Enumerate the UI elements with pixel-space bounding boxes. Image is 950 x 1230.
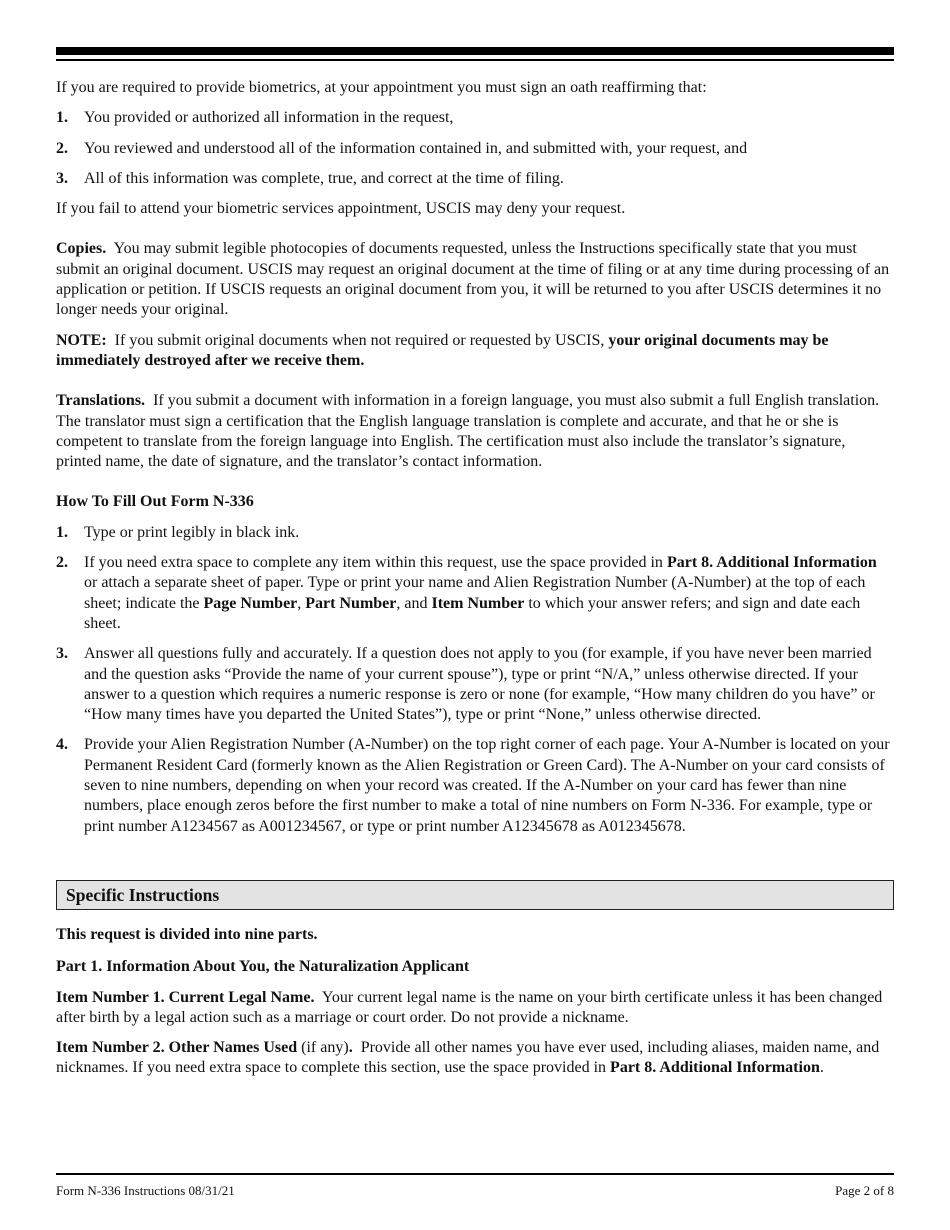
item-number-2-text: Provide all other names you have ever used, including aliases, maiden name, and nicknames. If you need extra space to complete this section, use the space provided in [56, 1039, 880, 1077]
item-number: 3. [56, 169, 68, 187]
divided-note [56, 925, 894, 945]
item-number: 3. [56, 645, 68, 663]
footer-form-label: Form N-336 Instructions 08/31/21 [56, 1183, 235, 1198]
header-rule-thin [56, 59, 894, 61]
item-number: 2. [56, 139, 68, 157]
copies-label: Copies. [56, 240, 107, 258]
item-text: Answer all questions fully and accurately. If a question does not apply to you (for example, if you have never been married and the question asks “Provide the name of your current spouse”), type or print “N/A,” unless otherwise directed. If your answer to a question which requires a numeric response is zero or none (for example, “How many children do you have” or “How many times have you departed the United States”), type or print “None,” unless otherwise directed. [84, 645, 875, 724]
how-to-heading [56, 492, 894, 512]
item-text-part: If you need extra space to complete any item within this request, use the space provided in [84, 554, 663, 572]
item-text: You provided or authorized all information in the request, [84, 109, 454, 127]
section-title: Specific Instructions [66, 884, 220, 905]
part1-heading [56, 957, 894, 977]
note-paragraph [56, 331, 894, 372]
specific-instructions-header [56, 880, 894, 910]
list-item [56, 139, 894, 159]
divided-note-text: This request is divided into nine parts. [56, 925, 318, 943]
translations-label: Translations. [56, 392, 146, 410]
footer-rule [56, 1173, 894, 1175]
translations-paragraph [56, 391, 894, 472]
part1-heading-text: Part 1. Information About You, the Naturalization Applicant [56, 958, 470, 976]
biometrics-intro: If you are required to provide biometrics, at your appointment you must sign an oath reaffirming that: [56, 79, 707, 96]
header-rule-thick [56, 47, 894, 55]
item-text: All of this information was complete, true, and correct at the time of filing. [84, 169, 564, 187]
item-bold-part: Page Number [203, 594, 298, 612]
item-number: 1. [56, 523, 68, 541]
page-content [56, 78, 894, 1079]
item-number-1-paragraph [56, 988, 894, 1029]
item-text-part: or attach a separate sheet of paper. Type or print your name and Alien Registration Number (A-Number) at the top of each sheet; indicate the [84, 574, 866, 612]
item-number: 2. [56, 554, 68, 572]
item-number-2-bold: Part 8. Additional Information [610, 1059, 820, 1077]
copies-text: You may submit legible photocopies of documents requested, unless the Instructions specifically state that you must submit an original document. USCIS may request an original document at the time of filing or at any time during processing of an application or petition. If USCIS requests an original document from you, it will be returned to you after USCIS determines it no longer needs your original. [56, 240, 890, 319]
item-number-1-label: Item Number 1. Current Legal Name. [56, 988, 315, 1006]
item-number-1-text: Your current legal name is the name on your birth certificate unless it has been changed after birth by a legal action such as a marriage or court order. Do not provide a nickname. [56, 988, 883, 1026]
note-bold-text: your original documents may be immediately destroyed after we receive them. [56, 331, 829, 369]
biometrics-fail-note: If you fail to attend your biometric services appointment, USCIS may deny your request. [56, 200, 626, 218]
list-item [56, 108, 894, 128]
item-number: 4. [56, 736, 68, 754]
item-text-part: to which your answer refers; and sign and date each sheet. [84, 594, 861, 632]
item-text: If you need extra space to complete any item within this request, use the space provided in Part 8. Additional Information or attach a separate sheet of paper. Type or print your name and Alien Registration Number (A-Number) at the top of each sheet; indicate the Page Number, Part Number, and Item Number to which your answer refers; and sign and date each sheet. [84, 554, 877, 632]
item-bold-part: Part 8. Additional Information [666, 554, 877, 572]
copies-paragraph [56, 239, 894, 320]
note-text: If you submit original documents when not required or requested by USCIS, [114, 331, 605, 349]
item-text-part: , and [396, 594, 428, 612]
list-item [56, 169, 894, 189]
how-to-heading-text: How To Fill Out Form N-336 [56, 493, 254, 511]
note-label: NOTE: [56, 331, 107, 349]
item-text: Type or print legibly in black ink. [84, 523, 300, 541]
list-item [56, 523, 894, 543]
list-item [56, 644, 894, 725]
list-item [56, 553, 894, 634]
list-item [56, 735, 894, 836]
translations-text: If you submit a document with information in a foreign language, you must also submit a full English translation. The translator must sign a certification that the English language translation is complete and accurate, and that he or she is competent to translate from the foreign language into English. The certification must also include the translator’s signature, printed name, the date of signature, and the translator’s contact information. [56, 392, 880, 471]
item-number-2-label: Item Number 2. Other Names Used [56, 1039, 298, 1057]
item-number-2-paren: (if any) [301, 1039, 349, 1057]
item-text: Provide your Alien Registration Number (A-Number) on the top right corner of each page. Your A-Number is located on your Permanent Resident Card (formerly known as the Alien Registration or Green Card). The A-Number on your card consists of seven to nine numbers, depending on when your record was created. If the A-Number on your card has fewer than nine numbers, place enough zeros before the first number to make a total of nine numbers on Form N-336. For example, type or print number A1234567 as A001234567, or type or print number A12345678 as A012345678. [84, 736, 890, 835]
footer-page-label: Page 2 of 8 [835, 1183, 894, 1198]
item-text: You reviewed and understood all of the information contained in, and submitted with, your request, and [84, 139, 748, 157]
item-number: 1. [56, 109, 68, 127]
item-bold-part: Part Number [305, 594, 397, 612]
item-bold-part: Item Number [431, 594, 525, 612]
item-number-2-paragraph: Item Number 2. Other Names Used (if any). Provide all other names you have ever used, including aliases, maiden name, and nicknames. If you need extra space to complete this section, use the space provided in Part 8. Additional Information. [56, 1039, 880, 1077]
